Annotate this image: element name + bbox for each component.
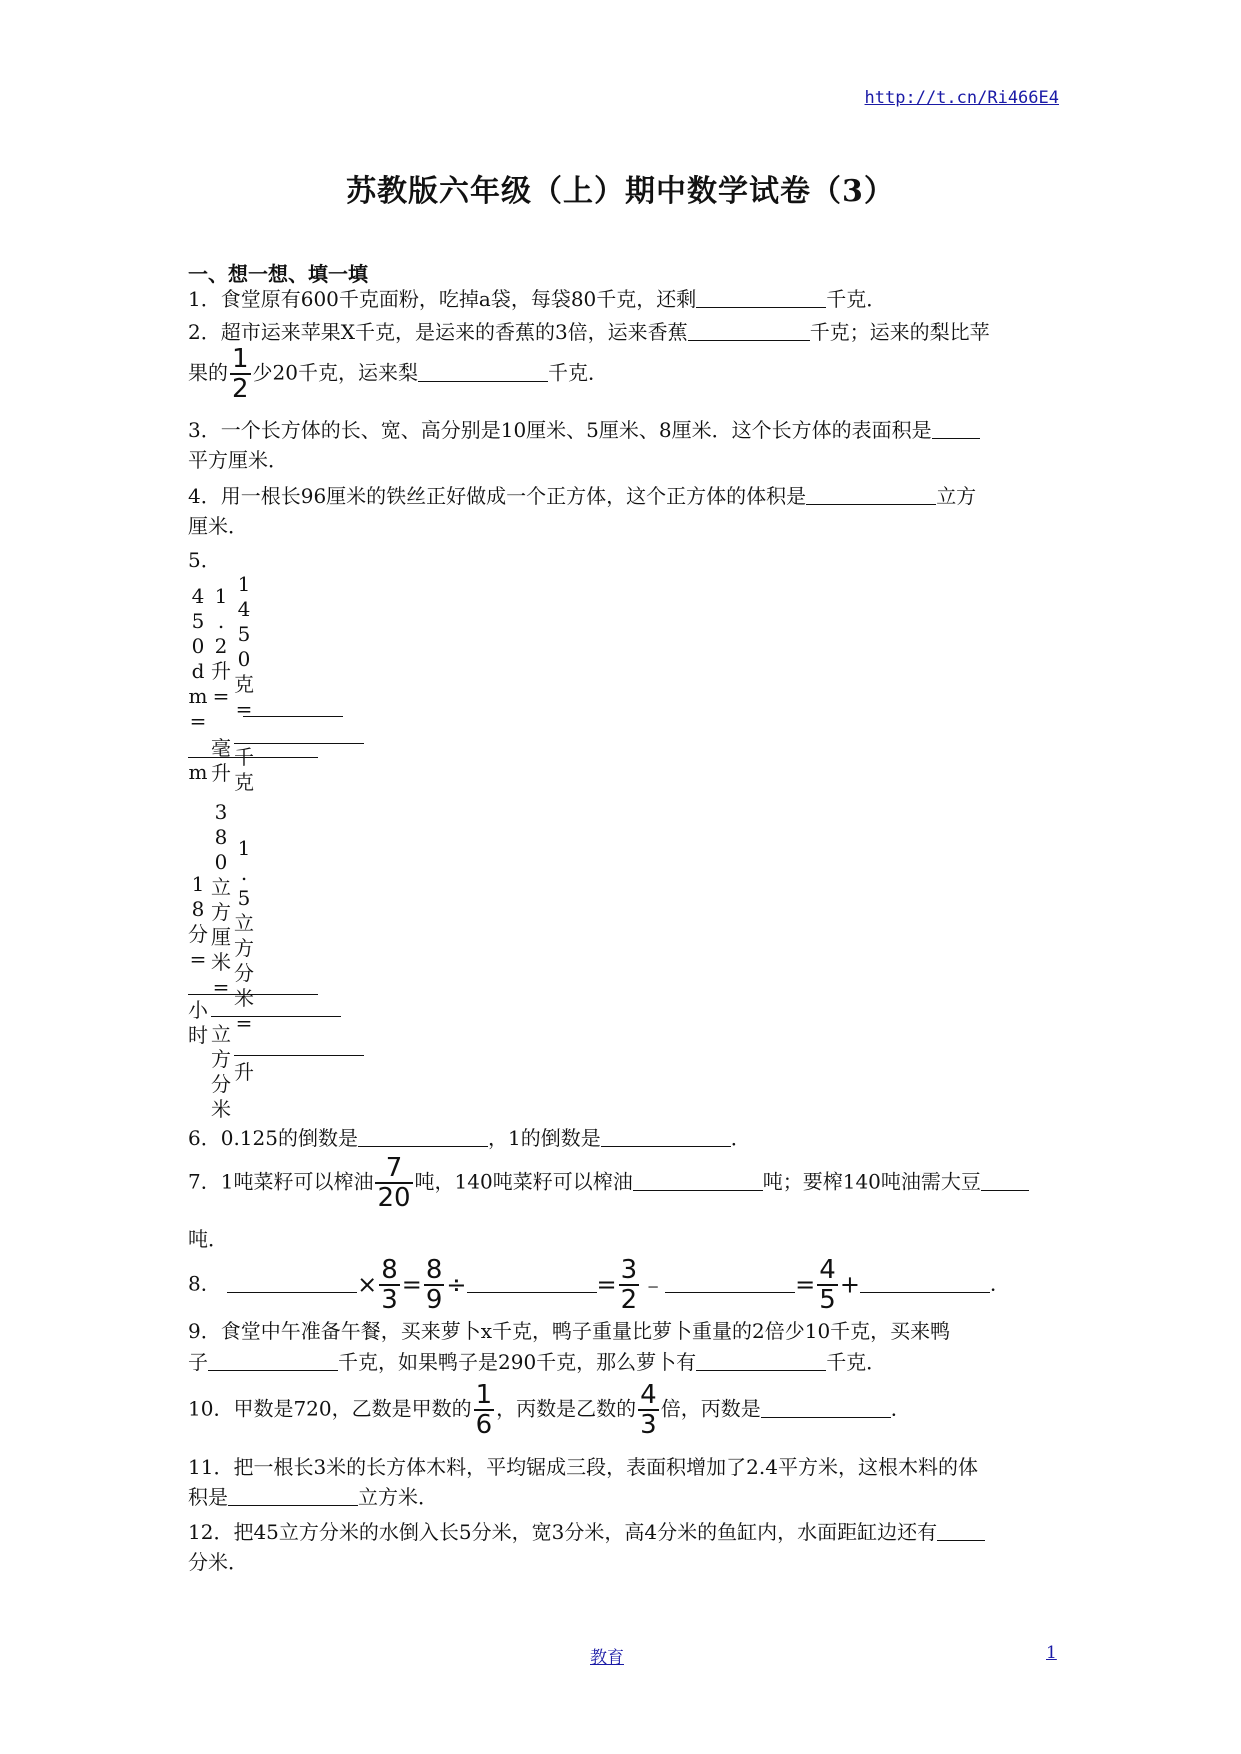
times-operator: × xyxy=(357,1270,378,1299)
q5-char: 2 xyxy=(214,634,228,658)
q5-cell-text xyxy=(211,1022,231,1122)
q5-char: 1 xyxy=(237,572,251,596)
q5-char: = xyxy=(235,697,253,721)
fraction-denominator: 2 xyxy=(232,374,249,404)
q5-cell-text xyxy=(234,572,254,722)
question-6 xyxy=(188,1126,751,1150)
fraction-numerator: 4 xyxy=(819,1255,836,1285)
q5-char: = xyxy=(189,947,207,971)
q5-char: m xyxy=(188,760,208,784)
q2-unit: 千克． xyxy=(548,360,608,385)
fraction-denominator: 20 xyxy=(377,1183,411,1213)
question-3-line2 xyxy=(188,448,288,472)
q5-cell-text xyxy=(211,800,231,1000)
q5-cell-text xyxy=(211,584,231,709)
q5-char: 分 xyxy=(211,1072,231,1096)
q5-char: m xyxy=(188,684,208,708)
answer-blank[interactable] xyxy=(665,1272,795,1293)
question-3-line1 xyxy=(188,418,980,442)
q10-text: 10．甲数是720，乙数是甲数的 xyxy=(188,1396,472,1421)
q12-text: 12．把45立方分米的水倒入长5分米，宽3分米，高4分米的鱼缸内，水面距缸边还有 xyxy=(188,1520,938,1544)
q5-char: 升 xyxy=(234,1060,254,1084)
q7-unit: 吨． xyxy=(188,1227,228,1251)
question-11-line1 xyxy=(188,1455,978,1479)
q11-text: 11．把一根长3米的长方体木料，平均锯成三段，表面积增加了2.4平方米，这根木料的体 xyxy=(188,1455,978,1479)
q5-char: 3 xyxy=(214,800,228,824)
answer-blank[interactable] xyxy=(211,1016,341,1017)
answer-blank[interactable] xyxy=(696,287,826,308)
q5-char: 克 xyxy=(234,672,254,696)
footer-link[interactable]: 教育 xyxy=(590,1648,624,1668)
q5-cell-text xyxy=(234,745,254,795)
answer-blank[interactable] xyxy=(688,320,810,341)
q5-char: 克 xyxy=(234,770,254,794)
q2-text: 少20千克，运来梨 xyxy=(252,360,418,385)
q7-text: 吨，140吨菜籽可以榨油 xyxy=(414,1169,633,1194)
q9-unit: 千克． xyxy=(826,1350,887,1374)
answer-blank[interactable] xyxy=(633,1170,763,1191)
q5-char: 立 xyxy=(234,911,254,935)
q5-char: 1 xyxy=(191,872,205,896)
fraction-numerator: 4 xyxy=(640,1380,657,1410)
answer-blank[interactable] xyxy=(234,743,364,744)
q5-char: 5 xyxy=(191,609,205,633)
q5-char: 5 xyxy=(237,886,251,910)
answer-blank[interactable] xyxy=(234,1055,364,1056)
answer-blank[interactable] xyxy=(806,484,936,505)
question-9-line1 xyxy=(188,1319,950,1343)
q6-text: 6．0.125的倒数是 xyxy=(188,1126,358,1150)
q5-char: 4 xyxy=(191,584,205,608)
q5-char: 小 xyxy=(188,998,208,1022)
q8-end: ． xyxy=(989,1271,1010,1296)
q6-text: ，1的倒数是 xyxy=(487,1126,601,1150)
q5-char: . xyxy=(217,609,225,633)
q1-unit: 千克． xyxy=(826,287,887,311)
fraction-numerator: 8 xyxy=(425,1255,443,1285)
fraction-numerator: 7 xyxy=(385,1153,403,1183)
section-heading: 一、想一想、填一填 xyxy=(188,262,368,286)
answer-blank[interactable] xyxy=(243,716,343,717)
answer-blank[interactable] xyxy=(981,1170,1029,1191)
question-5-label xyxy=(188,548,221,572)
q5-char: = xyxy=(212,684,230,708)
answer-blank[interactable] xyxy=(696,1350,826,1371)
q5-cell-text xyxy=(188,872,208,972)
question-2-line2 xyxy=(188,346,608,402)
fraction-denominator: 3 xyxy=(640,1410,657,1440)
page-title: 苏教版六年级（上）期中数学试卷（3） xyxy=(346,174,895,209)
q5-char: 1 xyxy=(214,584,228,608)
q5-char: 米 xyxy=(234,986,254,1010)
q9-text: 9．食堂中午准备午餐，买来萝卜x千克，鸭子重量比萝卜重量的2倍少10千克，买来鸭 xyxy=(188,1319,951,1343)
equals-operator: = xyxy=(596,1270,617,1299)
q5-char: 8 xyxy=(191,897,205,921)
q3-unit: 平方厘米． xyxy=(188,448,288,472)
fraction-numerator: 1 xyxy=(232,344,249,374)
fraction xyxy=(379,1257,400,1313)
answer-blank[interactable] xyxy=(227,1272,357,1293)
q5-label: 5． xyxy=(188,548,221,572)
q5-char: 厘 xyxy=(211,925,231,949)
q10-text: ，丙数是乙数的 xyxy=(496,1396,637,1421)
q4-text: 4．用一根长96厘米的铁丝正好做成一个正方体，这个正方体的体积是 xyxy=(188,484,807,508)
fraction xyxy=(619,1257,640,1313)
answer-blank[interactable] xyxy=(761,1397,891,1418)
q8-label: 8． xyxy=(188,1271,221,1296)
divide-operator: ÷ xyxy=(446,1270,467,1299)
minus-operator: ﹣ xyxy=(641,1270,666,1299)
q5-char: 0 xyxy=(191,634,205,658)
equals-operator: = xyxy=(401,1270,422,1299)
q5-char: 0 xyxy=(214,850,228,874)
q5-char: d xyxy=(191,659,205,683)
q5-char: 4 xyxy=(237,597,251,621)
q10-text: 倍，丙数是 xyxy=(660,1396,761,1421)
fraction xyxy=(817,1257,838,1313)
q5-char: 立 xyxy=(211,1022,231,1046)
question-12-line1 xyxy=(188,1520,985,1544)
fraction xyxy=(638,1382,659,1438)
q5-char: 千 xyxy=(234,745,254,769)
q10-end: ． xyxy=(890,1396,911,1421)
question-10 xyxy=(188,1382,911,1438)
q5-cell-text xyxy=(211,736,231,786)
answer-blank[interactable] xyxy=(208,1350,338,1371)
q5-char: 毫 xyxy=(211,736,231,760)
q1-text: 1．食堂原有600千克面粉，吃掉a袋，每袋80千克，还剩 xyxy=(188,287,697,311)
question-7-line1 xyxy=(188,1155,1029,1211)
fraction xyxy=(375,1155,412,1211)
q9-text: 千克，如果鸭子是290千克，那么萝卜有 xyxy=(338,1350,697,1374)
answer-blank[interactable] xyxy=(188,757,318,758)
q5-char: 方 xyxy=(211,900,231,924)
q5-char: 米 xyxy=(211,950,231,974)
fraction xyxy=(230,346,251,402)
q5-char: 5 xyxy=(237,622,251,646)
answer-blank[interactable] xyxy=(188,994,318,995)
question-12-line2 xyxy=(188,1550,248,1574)
q5-char: 立 xyxy=(211,875,231,899)
q5-char: = xyxy=(189,709,207,733)
q5-char: 8 xyxy=(214,825,228,849)
fraction-denominator: 6 xyxy=(475,1410,493,1440)
q5-char: 米 xyxy=(211,1097,231,1121)
answer-blank[interactable] xyxy=(937,1520,985,1541)
answer-blank[interactable] xyxy=(601,1126,731,1147)
fraction-denominator: 2 xyxy=(620,1285,638,1315)
q5-char: 时 xyxy=(188,1023,208,1047)
q12-unit: 分米． xyxy=(188,1550,248,1574)
q5-char: 分 xyxy=(188,922,208,946)
answer-blank[interactable] xyxy=(358,1126,488,1147)
fraction-numerator: 1 xyxy=(475,1380,493,1410)
q2-text: 果的 xyxy=(188,360,228,385)
q5-char: . xyxy=(240,861,248,885)
answer-blank[interactable] xyxy=(860,1272,990,1293)
page-number[interactable]: 1 xyxy=(1046,1643,1057,1663)
question-2-line1 xyxy=(188,320,990,344)
q5-char: 1 xyxy=(237,836,251,860)
q11-text: 积是 xyxy=(188,1485,228,1509)
q5-cell-text xyxy=(234,1060,254,1085)
q5-char: 分 xyxy=(234,961,254,985)
fraction-numerator: 8 xyxy=(381,1255,398,1285)
q4-text: 立方 xyxy=(936,484,977,508)
q6-text: ． xyxy=(730,1126,751,1150)
header-link[interactable]: http://t.cn/Ri466E4 xyxy=(864,88,1059,108)
q7-text: 吨；要榨140吨油需大豆 xyxy=(762,1169,981,1194)
q5-char: 升 xyxy=(211,659,231,683)
answer-blank[interactable] xyxy=(467,1272,597,1293)
q5-cell-text xyxy=(188,998,208,1048)
fraction xyxy=(474,1382,495,1438)
q5-cell-text xyxy=(188,584,208,734)
q5-char: 方 xyxy=(234,936,254,960)
answer-blank[interactable] xyxy=(932,418,980,439)
fraction-denominator: 5 xyxy=(819,1285,836,1315)
q5-char: = xyxy=(212,975,230,999)
fraction-numerator: 3 xyxy=(620,1255,638,1285)
question-4-line2 xyxy=(188,514,248,538)
question-9-line2 xyxy=(188,1350,886,1374)
question-1 xyxy=(188,287,886,311)
q5-char: = xyxy=(235,1011,253,1035)
q5-cell-text xyxy=(188,760,208,785)
q5-char: 0 xyxy=(237,647,251,671)
question-4-line1 xyxy=(188,484,976,508)
fraction xyxy=(424,1257,445,1313)
question-7-line2 xyxy=(188,1227,228,1251)
fraction-denominator: 3 xyxy=(381,1285,398,1315)
fraction-denominator: 9 xyxy=(425,1285,443,1315)
q5-cell-text xyxy=(234,836,254,1036)
equals-operator: = xyxy=(795,1270,816,1299)
q9-text: 子 xyxy=(188,1350,208,1374)
answer-blank[interactable] xyxy=(228,1485,358,1506)
answer-blank[interactable] xyxy=(418,361,548,382)
q2-text: 千克；运来的梨比苹 xyxy=(809,320,990,344)
plus-operator: + xyxy=(839,1270,860,1299)
q11-unit: 立方米． xyxy=(358,1485,438,1509)
q2-text: 2．超市运来苹果X千克，是运来的香蕉的3倍，运来香蕉 xyxy=(188,320,688,344)
q7-text: 7．1吨菜籽可以榨油 xyxy=(188,1169,374,1194)
q5-char: 升 xyxy=(211,761,231,785)
question-11-line2 xyxy=(188,1485,438,1509)
q5-char: 方 xyxy=(211,1047,231,1071)
q4-unit: 厘米． xyxy=(188,514,248,538)
q3-text: 3．一个长方体的长、宽、高分别是10厘米、5厘米、8厘米．这个长方体的表面积是 xyxy=(188,418,932,442)
question-8 xyxy=(188,1257,1010,1313)
